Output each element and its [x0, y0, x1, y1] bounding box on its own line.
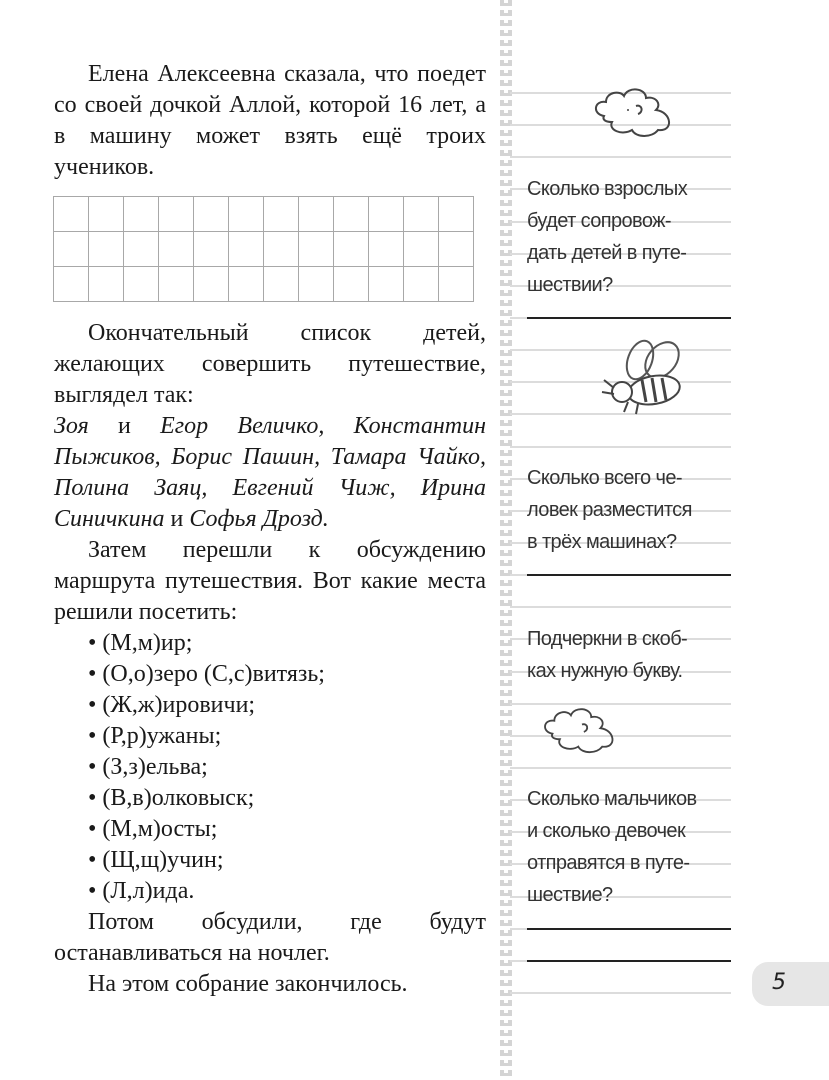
grid-cell[interactable]	[89, 232, 124, 267]
ruled-line	[510, 606, 731, 608]
and-2: и	[164, 506, 190, 532]
place-item: • (Л,л)ида.	[88, 878, 195, 904]
grid-cell[interactable]	[89, 267, 124, 302]
ruled-line	[510, 156, 731, 158]
grid-cell[interactable]	[334, 267, 369, 302]
grid-cell[interactable]	[124, 267, 159, 302]
final-list-intro: Окончательный список детей, желающих совершить путешествие, выглядел так:	[54, 320, 486, 408]
grid-cell[interactable]	[194, 197, 229, 232]
cloud-icon	[540, 706, 624, 754]
grid-cell[interactable]	[264, 267, 299, 302]
grid-cell[interactable]	[159, 197, 194, 232]
place-item: • (Щ,щ)учин;	[88, 847, 224, 873]
grid-cell[interactable]	[439, 267, 474, 302]
places-list	[54, 628, 486, 907]
grid-cell[interactable]	[334, 197, 369, 232]
place-item: • (М,м)осты;	[88, 816, 218, 842]
grid-cell[interactable]	[229, 267, 264, 302]
bee-icon	[598, 336, 694, 416]
names-2: Егор Величко, Константин Пыжиков, Борис Пашин, Тамара Чайко, Полина Заяц, Евгений Чиж, Ирина Синичкина	[54, 413, 486, 532]
grid-cell[interactable]	[54, 232, 89, 267]
place-item: • (Р,р)ужаны;	[88, 723, 222, 749]
grid-cell[interactable]	[334, 232, 369, 267]
answer-line[interactable]	[527, 317, 731, 319]
grid-cell[interactable]	[369, 197, 404, 232]
place-item: • (Ж,ж)ировичи;	[88, 692, 256, 718]
names-list	[54, 411, 486, 535]
answer-line[interactable]	[527, 960, 731, 962]
place-item: • (З,з)ельва;	[88, 754, 208, 780]
ruled-line	[510, 446, 731, 448]
answer-line[interactable]	[527, 574, 731, 576]
grid-cell[interactable]	[299, 197, 334, 232]
grid-cell[interactable]	[124, 197, 159, 232]
grid-cell[interactable]	[124, 232, 159, 267]
grid-cell[interactable]	[264, 232, 299, 267]
grid-cell[interactable]	[89, 197, 124, 232]
question-adults: Сколько взрослых будет сопровож- дать детей в путе- шествии?	[527, 178, 688, 297]
page-number: 5	[772, 970, 786, 995]
grid-cell[interactable]	[54, 197, 89, 232]
main-text	[54, 318, 486, 1000]
grid-cell[interactable]	[404, 232, 439, 267]
grid-cell[interactable]	[194, 267, 229, 302]
grid-cell[interactable]	[159, 232, 194, 267]
grid-cell[interactable]	[299, 267, 334, 302]
place-item: • (М,м)ир;	[88, 630, 193, 656]
grid-cell[interactable]	[229, 197, 264, 232]
ending-text: На этом собрание закончилось.	[88, 971, 408, 997]
grid-cell[interactable]	[299, 232, 334, 267]
ruled-line	[510, 992, 731, 994]
question-boys-girls: Сколько мальчиков и сколько девочек отправятся в путе- шествие?	[527, 788, 697, 907]
ruled-line	[510, 703, 731, 705]
notebook-spiral	[500, 0, 512, 1080]
cloud-icon	[592, 86, 680, 138]
grid-cell[interactable]	[194, 232, 229, 267]
route-intro: Затем перешли к обсуждению маршрута путешествия. Вот какие места решили посетить:	[54, 537, 486, 625]
place-item: • (О,о)зеро (С,с)витязь;	[88, 661, 325, 687]
grid-cell[interactable]	[404, 267, 439, 302]
grid-cell[interactable]	[369, 232, 404, 267]
grid-cell[interactable]	[369, 267, 404, 302]
intro-text: Елена Алексеевна сказала, что поедет со своей дочкой Аллой, которой 16 лет, а в машину может взять ещё троих учеников.	[54, 61, 486, 180]
question-people-in-cars: Сколько всего че- ловек разместится в трёх машинах?	[527, 467, 692, 554]
names-3: Софья Дрозд.	[189, 506, 329, 532]
grid-cell[interactable]	[54, 267, 89, 302]
names-1: Зоя	[54, 413, 89, 439]
question-underline-letter: Подчеркни в скоб- ках нужную букву.	[527, 628, 688, 683]
page-number-tab	[752, 962, 829, 1006]
grid-cell[interactable]	[159, 267, 194, 302]
answer-line[interactable]	[527, 928, 731, 930]
and-1: и	[88, 413, 161, 439]
grid-cell[interactable]	[439, 232, 474, 267]
intro-paragraph	[54, 59, 486, 183]
grid-cell[interactable]	[264, 197, 299, 232]
overnight-text: Потом обсудили, где будут останавливаться на ночлег.	[54, 909, 486, 966]
place-item: • (В,в)олковыск;	[88, 785, 255, 811]
grid-cell[interactable]	[404, 197, 439, 232]
grid-cell[interactable]	[229, 232, 264, 267]
grid-cell[interactable]	[439, 197, 474, 232]
ruled-line	[510, 767, 731, 769]
answer-grid[interactable]	[53, 196, 474, 302]
